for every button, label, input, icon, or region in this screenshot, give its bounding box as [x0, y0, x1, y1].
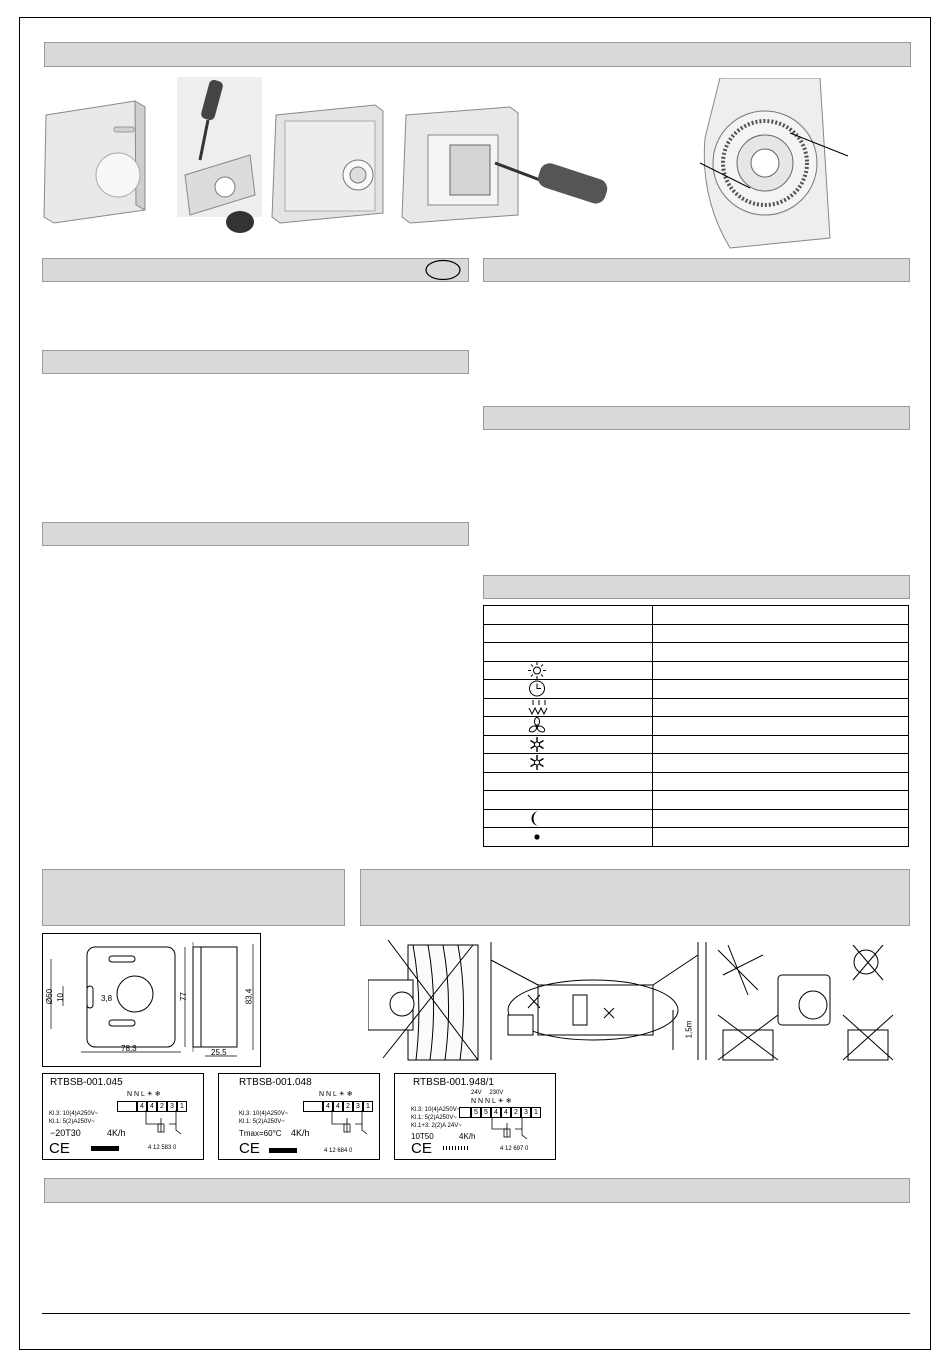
label-terminals: N N N L ☀ ❄ [471, 1098, 512, 1105]
header-bar-right-3 [483, 575, 910, 599]
label-model: RTBSB-001.948/1 [413, 1077, 494, 1088]
label-model: RTBSB-001.048 [239, 1077, 312, 1088]
knob-detail-image [690, 78, 850, 250]
sun-icon [528, 662, 546, 679]
dim-height: 77 [178, 992, 188, 1001]
label-rating: Kl.1: 5(2)A250V~ [411, 1115, 457, 1121]
table-row [484, 754, 909, 773]
ce-mark: CE [411, 1140, 432, 1157]
table-row [484, 772, 909, 791]
label-range: Tmax=60°C [239, 1129, 282, 1138]
label-rate: 4K/h [107, 1128, 126, 1138]
dim-width: 78,3 [121, 1044, 137, 1053]
table-row [484, 661, 909, 680]
symbol-table [483, 605, 909, 847]
mount-height-label: 1,5m [684, 1020, 694, 1039]
barcode [443, 1146, 469, 1150]
barcode [269, 1148, 297, 1153]
label-voltages: 24V 230V [471, 1090, 504, 1096]
wiring-schematic-icon [141, 1110, 191, 1142]
rating-label-948: RTBSB-001.948/1 24V 230V N N N L ☀ ❄ 5 5 4 4 2 3 1 Kl.3: 10(4)A250V~ Kl.1: 5(2)A250V~ Kl.1+3: 2(2)A 24V~ 10T50 4K/h CE 4 12 697 0 [394, 1073, 556, 1160]
label-code: 4 12 684 0 [324, 1148, 353, 1154]
language-oval-icon [424, 259, 462, 281]
header-bar-bottom [44, 1178, 910, 1203]
label-rating: Kl.1: 5(2)A250V~ [49, 1119, 95, 1125]
table-row [484, 828, 909, 847]
table-row [484, 643, 909, 662]
wiring-schematic-icon [487, 1117, 537, 1147]
moon-icon [528, 810, 546, 827]
label-rating: Kl.1+3: 2(2)A 24V~ [411, 1123, 462, 1129]
dimension-drawing [42, 933, 261, 1067]
ce-mark: CE [49, 1140, 70, 1157]
dim-depth: 25,5 [211, 1048, 227, 1057]
thermostat-terminals-image [402, 107, 610, 223]
dot-icon [528, 828, 546, 845]
installation-drawings [368, 940, 913, 1065]
rating-label-045: RTBSB-001.045 N N L ☀ ❄ 4 4 2 3 1 Kl.3: 10(4)A250V~ Kl.1: 5(2)A250V~ −20T30 4K/h CE 4 12 583 0 [42, 1073, 204, 1160]
rating-label-048: RTBSB-001.048 N N L ☀ ❄ 4 4 2 3 1 Kl.3: 10(4)A250V~ Kl.1: 5(2)A250V~ Tmax=60°C 4K/h CE 4 12 684 0 [218, 1073, 380, 1160]
header-bar-installation [360, 869, 910, 926]
wiring-schematic-icon [327, 1110, 377, 1142]
label-rating: Kl.3: 10(4)A250V~ [239, 1111, 289, 1117]
heating-icon [528, 699, 550, 716]
thermostat-screwdriver-open-image [177, 77, 262, 233]
header-bar-left-2 [42, 350, 469, 374]
table-row [484, 809, 909, 828]
label-rating: Kl.1: 5(2)A250V~ [239, 1119, 285, 1125]
snowflake-icon [528, 754, 546, 771]
header-bar-right-1 [483, 258, 910, 282]
snowflake-icon [528, 736, 546, 753]
label-rating: Kl.3: 10(4)A250V~ [411, 1107, 461, 1113]
room-placement-image [491, 942, 698, 1060]
table-row [484, 624, 909, 643]
barcode [91, 1146, 119, 1151]
label-terminals: N N L ☀ ❄ [127, 1091, 161, 1098]
fan-icon [528, 717, 546, 734]
table-row [484, 717, 909, 736]
header-bar-dimensions [42, 869, 345, 926]
thermostat-closed-image [44, 101, 145, 223]
header-bar-left-3 [42, 522, 469, 546]
label-rating: Kl.3: 10(4)A250V~ [49, 1111, 99, 1117]
dim-slot: 3,8 [101, 994, 113, 1003]
table-row [484, 698, 909, 717]
header-bar-top [44, 42, 911, 67]
header-bar-right-2 [483, 406, 910, 430]
label-code: 4 12 697 0 [500, 1146, 529, 1152]
table-row [484, 606, 909, 625]
footer-rule [42, 1313, 910, 1314]
table-row [484, 735, 909, 754]
curtain-location-image [368, 940, 478, 1060]
label-range: 10T50 [411, 1132, 434, 1141]
product-illustrations [40, 75, 610, 245]
table-row [484, 791, 909, 810]
label-rate: 4K/h [459, 1132, 476, 1141]
bad-locations-image [706, 942, 893, 1060]
label-model: RTBSB-001.045 [50, 1077, 123, 1088]
clock-icon [528, 680, 546, 697]
dim-diameter: Ø60 [45, 988, 55, 1005]
label-range: −20T30 [50, 1128, 81, 1138]
table-row [484, 680, 909, 699]
dim-hole: 10 [55, 993, 65, 1002]
label-terminals: N N L ☀ ❄ [319, 1091, 353, 1098]
ce-mark: CE [239, 1140, 260, 1157]
thermostat-cover-removed-image [272, 105, 383, 223]
label-rate: 4K/h [291, 1128, 310, 1138]
dim-height-total: 83,4 [244, 988, 254, 1005]
label-code: 4 12 583 0 [148, 1145, 177, 1151]
header-bar-left-1 [42, 258, 469, 282]
